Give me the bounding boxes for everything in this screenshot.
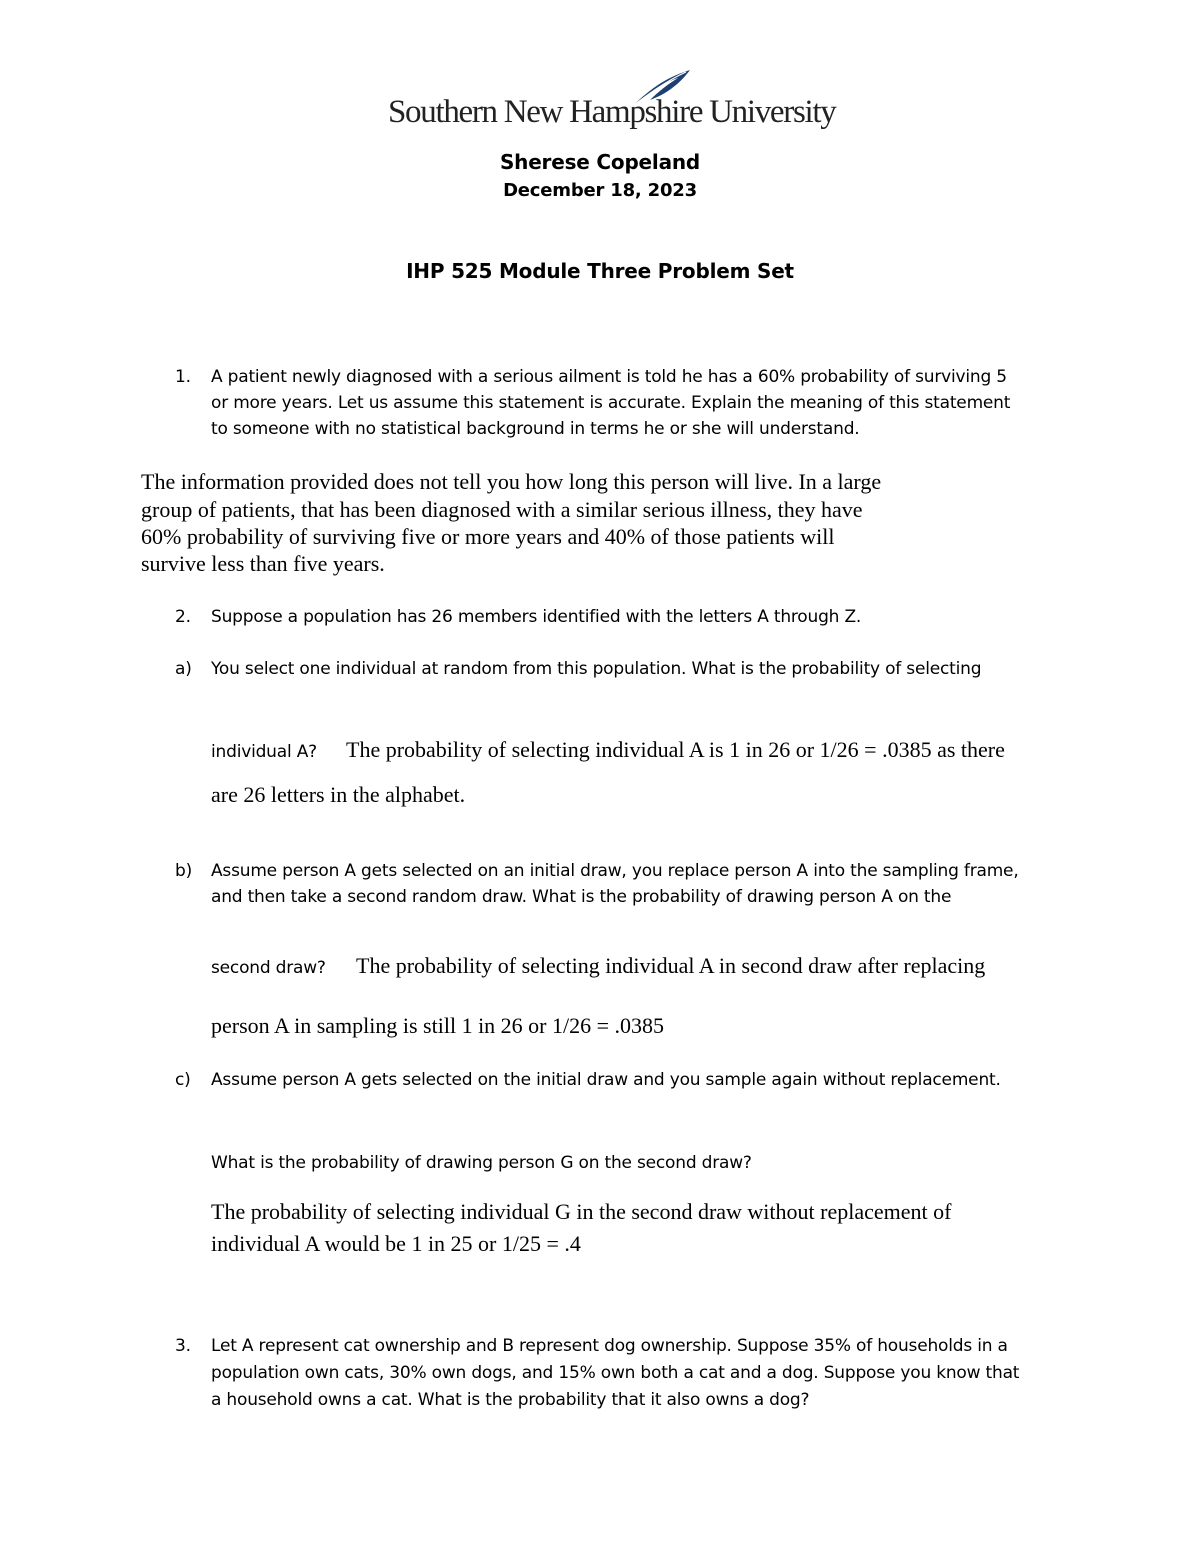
q2b-answer-cont: person A in sampling is still 1 in 26 or 1/26 = .0385	[211, 1013, 665, 1038]
q2b-line-2: and then take a second random draw. What is the probability of drawing person A on the	[211, 887, 952, 907]
q3-line-1: Let A represent cat ownership and B represent dog ownership. Suppose 35% of households in a	[211, 1336, 1008, 1356]
q2a-answer: The probability of selecting individual A is 1 in 26 or 1/26 = .0385 as there	[346, 737, 1005, 762]
q2a-label: a)	[175, 659, 192, 679]
document-date: December 18, 2023	[503, 180, 697, 201]
document-title: IHP 525 Module Three Problem Set	[406, 259, 794, 283]
q1-answer-line-2: group of patients, that has been diagnosed with a similar serious illness, they have	[141, 497, 863, 522]
q2c-answer-line-2: individual A would be 1 in 25 or 1/25 = .4	[211, 1231, 581, 1256]
q2b-text-cont: second draw?	[211, 958, 326, 978]
logo-text: Southern New Hampshire University	[388, 94, 836, 130]
q1-answer-line-3: 60% probability of surviving five or more years and 40% of those patients will	[141, 524, 835, 549]
q3-line-2: population own cats, 30% own dogs, and 15% own both a cat and a dog. Suppose you know that	[211, 1363, 1020, 1383]
q2b-label: b)	[175, 861, 193, 881]
q1-line-1: A patient newly diagnosed with a serious ailment is told he has a 60% probability of surviving 5	[211, 367, 1007, 387]
q2-text: Suppose a population has 26 members identified with the letters A through Z.	[211, 607, 862, 627]
q2a-text: You select one individual at random from this population. What is the probability of selecting	[211, 659, 982, 679]
q1-number: 1.	[175, 367, 191, 387]
q2-number: 2.	[175, 607, 191, 627]
q1-line-2: or more years. Let us assume this statement is accurate. Explain the meaning of this statement	[211, 393, 1011, 413]
q1-answer-line-1: The information provided does not tell you how long this person will live. In a large	[141, 469, 882, 494]
q2c-question: What is the probability of drawing person G on the second draw?	[211, 1153, 752, 1173]
feather-icon	[624, 66, 694, 110]
university-logo	[388, 66, 836, 138]
q2a-answer-cont: are 26 letters in the alphabet.	[211, 782, 466, 807]
q2a-text-cont: individual A?	[211, 742, 317, 762]
q2c-answer-line-1: The probability of selecting individual G in the second draw without replacement of	[211, 1199, 952, 1224]
q1-answer-line-4: survive less than five years.	[141, 551, 385, 576]
q1-line-3: to someone with no statistical background in terms he or she will understand.	[211, 419, 860, 439]
q2b-answer: The probability of selecting individual A in second draw after replacing	[356, 953, 986, 978]
q2c-label: c)	[175, 1070, 191, 1090]
q3-line-3: a household owns a cat. What is the probability that it also owns a dog?	[211, 1390, 810, 1410]
q2b-line-1: Assume person A gets selected on an initial draw, you replace person A into the sampling frame,	[211, 861, 1019, 881]
author-name: Sherese Copeland	[499, 150, 701, 174]
q3-number: 3.	[175, 1336, 191, 1356]
q2c-text: Assume person A gets selected on the initial draw and you sample again without replacement.	[211, 1070, 1001, 1090]
